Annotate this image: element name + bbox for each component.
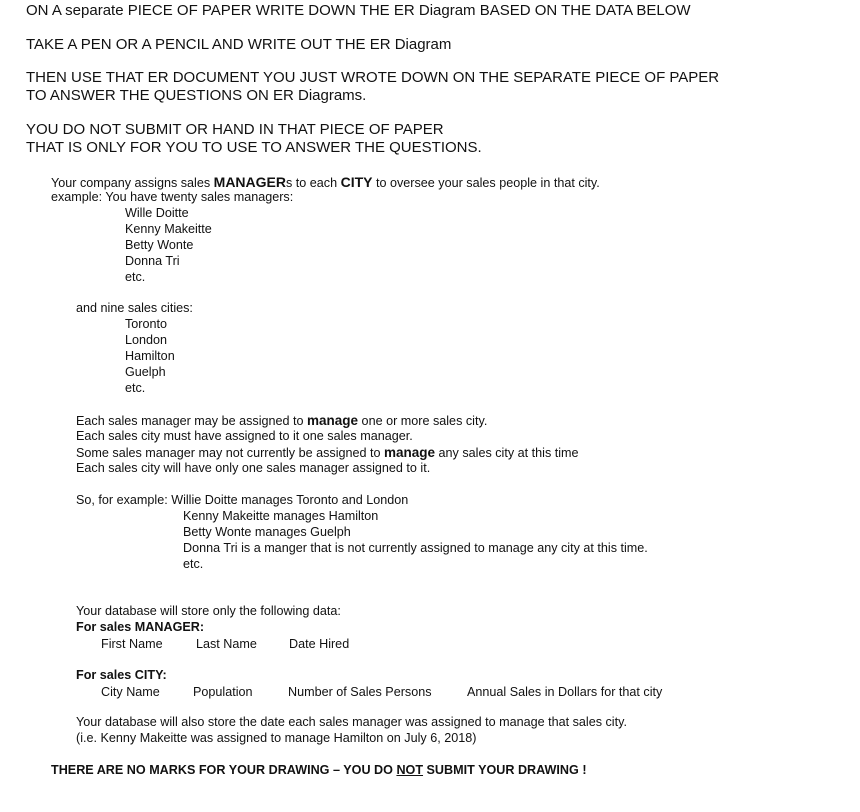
- city-list-item: Toronto: [125, 317, 168, 331]
- storage-also-1: Your database will also store the date each sales manager was assigned to manage that sales city.: [76, 715, 627, 729]
- city-field-annual-sales: Annual Sales in Dollars for that city: [467, 685, 663, 699]
- footer-warning: [51, 764, 587, 777]
- example-2: Kenny Makeitte manages Hamilton: [183, 509, 379, 523]
- example-line: example: You have twenty sales managers:: [51, 190, 294, 204]
- city-heading: For sales CITY:: [76, 668, 167, 682]
- manager-heading: For sales MANAGER:: [76, 620, 205, 634]
- rule-line-1: [76, 414, 487, 428]
- rule-3-text-c: any sales city at this time: [435, 446, 579, 460]
- footer-not-underlined: NOT: [396, 763, 424, 777]
- city-field-sales-persons: Number of Sales Persons: [288, 685, 432, 699]
- instruction-line-4a: YOU DO NOT SUBMIT OR HAND IN THAT PIECE OF PAPER: [26, 121, 444, 138]
- city-list-item: Hamilton: [125, 349, 175, 363]
- city-list-item: Guelph: [125, 365, 166, 379]
- manager-list-item: etc.: [125, 270, 146, 284]
- rule-line-2: Each sales city must have assigned to it one sales manager.: [76, 429, 413, 443]
- city-list-item: London: [125, 333, 168, 347]
- intro-text-3: to oversee your sales people in that city.: [372, 176, 600, 190]
- manager-list-item: Wille Doitte: [125, 206, 189, 220]
- intro-line: [51, 175, 600, 190]
- city-field-name: City Name: [101, 685, 160, 699]
- instruction-line-2: TAKE A PEN OR A PENCIL AND WRITE OUT THE ER Diagram: [26, 36, 452, 53]
- intro-text-1: Your company assigns sales: [51, 176, 214, 190]
- footer-text-c: SUBMIT YOUR DRAWING !: [423, 763, 587, 777]
- intro-text-2: s to each: [286, 176, 341, 190]
- manager-list-item: Betty Wonte: [125, 238, 194, 252]
- rule-line-3: [76, 446, 579, 460]
- cities-intro: and nine sales cities:: [76, 301, 193, 315]
- example-1: So, for example: Willie Doitte manages Toronto and London: [76, 493, 409, 507]
- rule-1-bold: manage: [307, 413, 359, 428]
- rule-line-4: Each sales city will have only one sales manager assigned to it.: [76, 461, 431, 475]
- city-field-population: Population: [193, 685, 253, 699]
- manager-field-date-hired: Date Hired: [289, 637, 350, 651]
- rule-1-text-c: one or more sales city.: [358, 414, 488, 428]
- instruction-line-4b: THAT IS ONLY FOR YOU TO USE TO ANSWER THE QUESTIONS.: [26, 139, 482, 156]
- intro-city-bold: CITY: [340, 174, 373, 190]
- manager-list-item: Kenny Makeitte: [125, 222, 212, 236]
- rule-3-text-a: Some sales manager may not currently be assigned to: [76, 446, 385, 460]
- city-list-item: etc.: [125, 381, 146, 395]
- storage-also-2: (i.e. Kenny Makeitte was assigned to manage Hamilton on July 6, 2018): [76, 731, 477, 745]
- rule-3-bold: manage: [384, 445, 436, 460]
- footer-text-a: THERE ARE NO MARKS FOR YOUR DRAWING – YOU DO: [51, 763, 397, 777]
- manager-field-first-name: First Name: [101, 637, 163, 651]
- intro-manager-bold: MANAGER: [213, 174, 286, 190]
- example-3: Betty Wonte manages Guelph: [183, 525, 351, 539]
- example-5: etc.: [183, 557, 204, 571]
- manager-list-item: Donna Tri: [125, 254, 180, 268]
- manager-field-last-name: Last Name: [196, 637, 257, 651]
- storage-intro: Your database will store only the following data:: [76, 604, 341, 618]
- instruction-line-3a: THEN USE THAT ER DOCUMENT YOU JUST WROTE DOWN ON THE SEPARATE PIECE OF PAPER: [26, 69, 720, 86]
- instruction-line-3b: TO ANSWER THE QUESTIONS ON ER Diagrams.: [26, 87, 367, 104]
- instruction-line-1: ON A separate PIECE OF PAPER WRITE DOWN THE ER Diagram BASED ON THE DATA BELOW: [26, 2, 691, 19]
- rule-1-text-a: Each sales manager may be assigned to: [76, 414, 308, 428]
- example-4: Donna Tri is a manger that is not currently assigned to manage any city at this time.: [183, 541, 648, 555]
